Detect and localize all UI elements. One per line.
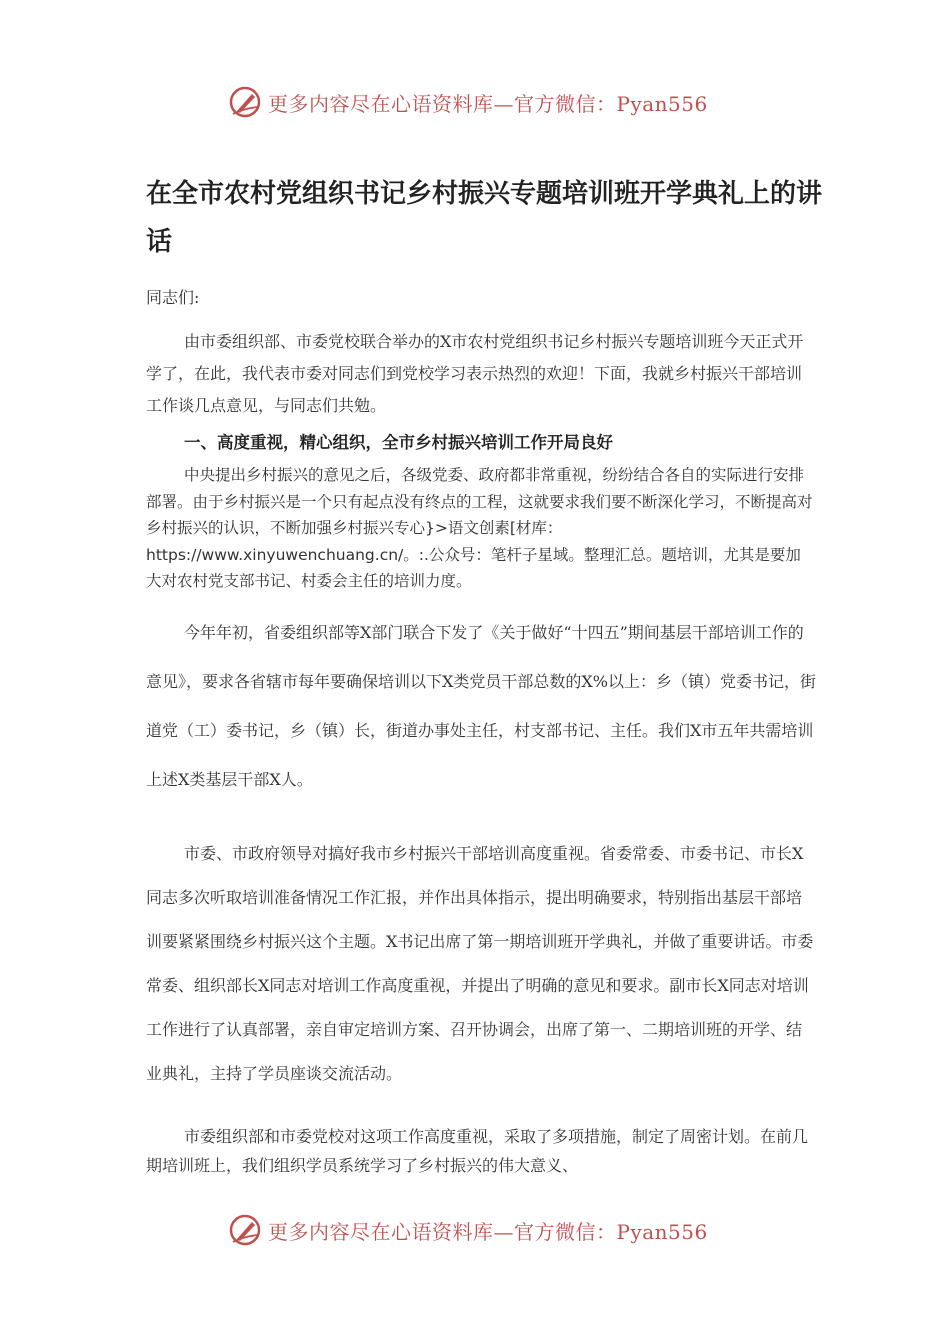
section-paragraph-2: 今年年初，省委组织部等X部门联合下发了《关于做好“十四五”期间基层干部培训工作的意见》，要求各省辖市每年要确保培训以下X类党员干部总数的X%以上：乡（镇）党委书记，街道党（工）委书记，乡（镇）长，街道办事处主任，村支部书记、主任。我们X市五年共需培训上述X类基层干部X人。 <box>146 623 816 789</box>
header-banner <box>228 80 788 124</box>
section-heading: 一、高度重视，精心组织，全市乡村振兴培训工作开局良好 <box>184 433 613 452</box>
section-paragraph-4: 市委组织部和市委党校对这项工作高度重视，采取了多项措施，制定了周密计划。在前几期培训班上，我们组织学员系统学习了乡村振兴的伟大意义、 <box>146 1127 809 1175</box>
pen-logo-icon <box>228 85 262 119</box>
section-paragraph-3: 市委、市政府领导对搞好我市乡村振兴干部培训高度重视。省委常委、市委书记、市长X同志多次听取培训准备情况工作汇报，并作出具体指示，提出明确要求，特别指出基层干部培训要紧紧围绕乡村振兴这个主题。X书记出席了第一期培训班开学典礼，并做了重要讲话。市委常委、组织部长X同志对培训工作高度重视，并提出了明确的意见和要求。副市长X同志对培训工作进行了认真部署，亲自审定培训方案、召开协调会，出席了第一、二期培训班的开学、结业典礼，主持了学员座谈交流活动。 <box>146 844 814 1083</box>
pen-logo-icon <box>228 1213 262 1247</box>
banner-text: 更多内容尽在心语资料库—官方微信：Pyan556 <box>268 1219 708 1244</box>
banner-text: 更多内容尽在心语资料库—官方微信：Pyan556 <box>268 91 708 116</box>
document-title: 在全市农村党组织书记乡村振兴专题培训班开学典礼上的讲话 <box>146 179 823 257</box>
footer-banner <box>228 1208 788 1252</box>
greeting: 同志们: <box>146 288 200 307</box>
section-paragraph-1: 中央提出乡村振兴的意见之后，各级党委、政府都非常重视，纷纷结合各自的实际进行安排部署。由于乡村振兴是一个只有起点没有终点的工程，这就要求我们要不断深化学习，不断提高对乡村振兴的认识，不断加强乡村振兴专心}>语文创素[材库：https://www.xinyuwenchuang.cn/。:.公众号：笔杆子星域。整理汇总。题培训，尤其是要加大对农村党支部书记、村委会主任的培训力度。 <box>146 466 813 590</box>
intro-paragraph: 由市委组织部、市委党校联合举办的X市农村党组织书记乡村振兴专题培训班今天正式开学了，在此，我代表市委对同志们到党校学习表示热烈的欢迎！下面，我就乡村振兴干部培训工作谈几点意见，与同志们共勉。 <box>146 332 804 415</box>
